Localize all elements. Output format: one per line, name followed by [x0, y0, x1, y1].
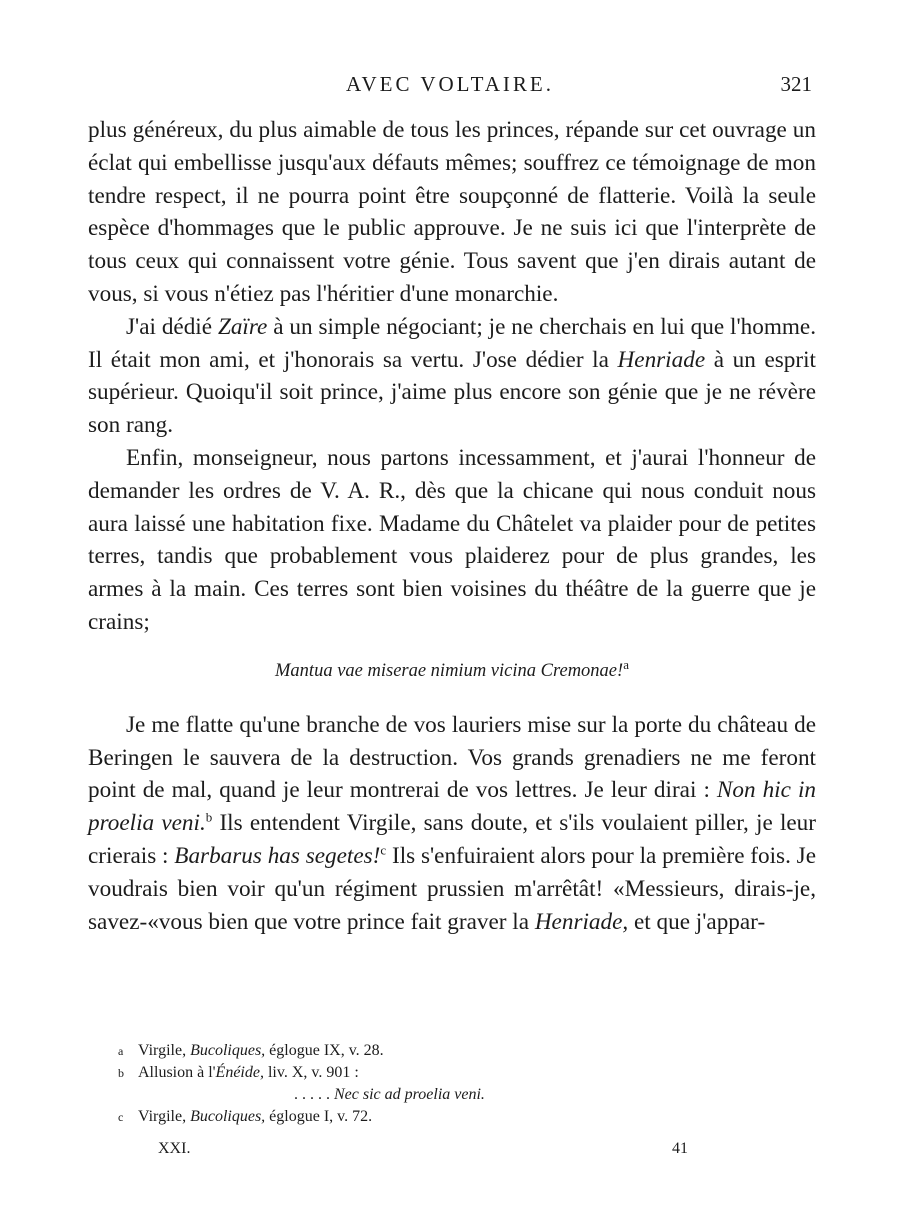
- footnote-a: [118, 1040, 758, 1062]
- footnote-b: [118, 1062, 758, 1084]
- paragraph-3: Enfin, monseigneur, nous partons incessamment, et j'aurai l'honneur de demander les ordres de V. A. R., dès que la chicane qui nous conduit nous aura laissé une habitation fixe. Madame du Châtelet va plaider pour de petites terres, tandis que probablement vous plaiderez pour de plus grandes, les armes à la main. Ces terres sont bien voisines du théâtre de la guerre que je crains;: [88, 444, 816, 635]
- paragraph-4-text-g: et que j'appar-: [628, 908, 766, 935]
- running-title: AVEC VOLTAIRE.: [346, 72, 554, 96]
- latin-quote-text: Mantua vae miserae nimium vicina Cremonae!: [275, 660, 624, 681]
- paragraph-2-text-c: à un simple négociant; je ne cherchais en lui que l'homme. Il était mon ami, et j'honorais sa vertu. J'ose dédier la: [88, 313, 816, 373]
- footnote-a-pre: Virgile,: [138, 1042, 191, 1059]
- footnote-mark-c: c: [118, 1110, 124, 1124]
- quote-barbarus: Barbarus has segetes!: [174, 842, 381, 869]
- footnote-a-post: églogue IX, v. 28.: [265, 1042, 384, 1059]
- footnote-c-post: églogue I, v. 72.: [265, 1108, 373, 1125]
- note-ref-c: c: [380, 842, 387, 858]
- footnote-c-text: [138, 1106, 372, 1128]
- footnote-c-pre: Virgile,: [138, 1108, 191, 1125]
- footnote-b-pre: Allusion à l': [138, 1064, 216, 1081]
- paragraph-2: [88, 311, 816, 442]
- volume-number: XXI.: [158, 1140, 191, 1157]
- title-henriade-2: Henriade,: [534, 908, 629, 935]
- footnotes: [118, 1040, 758, 1128]
- paragraph-2-text-e: à un esprit supérieur. Quoiqu'il soit prince, j'aime plus encore son génie que je ne révère son rang.: [88, 346, 816, 439]
- footnote-b-text: [138, 1062, 359, 1084]
- paragraph-2-text-a: J'ai dédié: [126, 313, 218, 340]
- footnote-b-sub: [118, 1084, 758, 1106]
- footnote-a-italic: Bucoliques,: [190, 1042, 266, 1059]
- signature-line: [158, 1140, 688, 1164]
- footnote-a-text: [138, 1040, 384, 1062]
- footnote-b-sub-dots: . . . . .: [294, 1086, 334, 1103]
- body-text: [88, 114, 816, 938]
- footnote-c: [118, 1106, 758, 1128]
- footnote-b-post: liv. X, v. 901 :: [263, 1064, 359, 1081]
- quote-non-hic: Non hic in proelia veni.: [88, 777, 816, 837]
- note-ref-a: a: [623, 656, 629, 672]
- sheet-number: 41: [672, 1140, 688, 1157]
- paragraph-4: [88, 709, 816, 939]
- footnote-b-sub-italic: Nec sic ad proelia veni.: [334, 1086, 485, 1103]
- latin-quote: [88, 657, 816, 685]
- paragraph-4-text-c: Ils entendent Virgile, sans doute, et s'ils voulaient piller, je leur crierais :: [88, 810, 816, 869]
- footnote-mark-b: b: [118, 1066, 124, 1080]
- paragraph-1: plus généreux, du plus aimable de tous les princes, répande sur cet ouvrage un éclat qui embellisse jusqu'aux défauts mêmes; souffrez ce témoignage de mon tendre respect, il ne pourra point être soupçonné de flatterie. Voilà la seule espèce d'hommages que le public approuve. Je ne suis ici que l'interprète de tous ceux qui connaissent votre génie. Tous savent que j'en dirais autant de vous, si vous n'étiez pas l'héritier d'une monarchie.: [88, 117, 816, 307]
- note-ref-b: b: [205, 809, 213, 825]
- footnote-b-italic: Énéide,: [215, 1064, 264, 1081]
- title-henriade: Henriade: [617, 346, 706, 373]
- footnote-mark-a: a: [118, 1044, 124, 1058]
- page-number: 321: [780, 72, 812, 96]
- paragraph-4-text-a: Je me flatte qu'une branche de vos lauriers mise sur la porte du château de Beringen le sauvera de la destruction. Vos grands grenadiers ne me feront point de mal, quand je leur montrerai de vos lettres. Je leur dirai :: [88, 711, 816, 804]
- footnote-c-italic: Bucoliques,: [190, 1108, 266, 1125]
- paragraph-4-text-e: Ils s'enfuiraient alors pour la première fois. Je voudrais bien voir qu'un régiment prussien m'arrêtât! «Messieurs, dirais-je, savez-«vous bien que votre prince fait graver la: [88, 842, 816, 935]
- title-zaire: Zaïre: [217, 313, 268, 340]
- running-head: [88, 72, 812, 106]
